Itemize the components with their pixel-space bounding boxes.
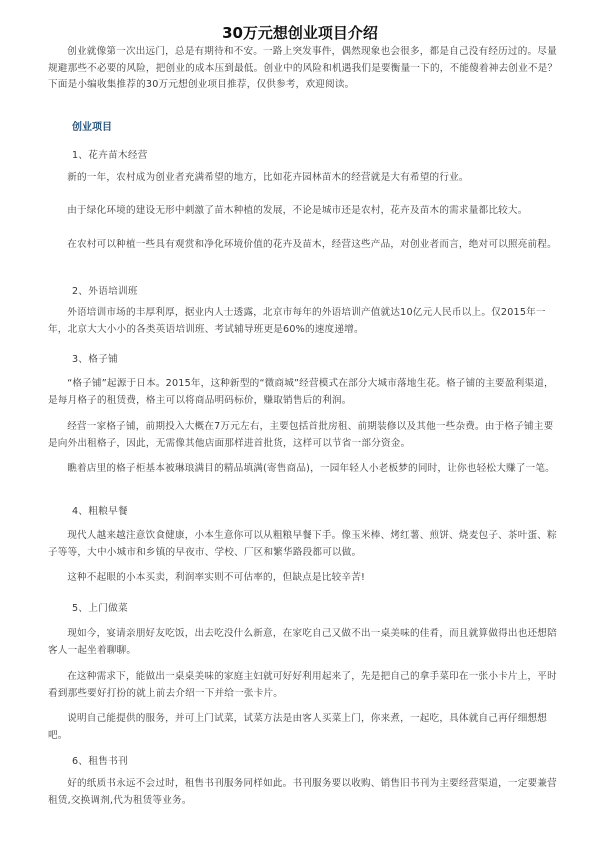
item-paragraph: 经营一家格子铺，前期投入大概在7万元左右，主要包括首批房租、前期装修以及其他一些杂费。由于格子铺主要是向外出租格子，因此，无需像其他店面那样进首批货，这样可以节省一部分资金。 xyxy=(48,421,554,449)
item-heading-grain-breakfast: 4、粗粮早餐 xyxy=(72,506,128,517)
item-paragraph: “格子铺”起源于日本。2015年，这种新型的“微商城”经营模式在部分大城市落地生花。格子铺的主要盈利渠道，是每月格子的租赁费，格主可以将商品明码标价，赚取销售后的利润。 xyxy=(48,378,554,406)
item-paragraph: 现如今，宴请亲朋好友吃饭，出去吃没什么新意，在家吃自己又做不出一桌美味的佳肴，而且就算做得出也还想陪客人一起坐着聊聊。 xyxy=(48,628,557,656)
item-paragraph: 说明自己能提供的服务，并可上门试菜，试菜方法是由客人买菜上门，你来煮，一起吃，具体就自己再仔细想想吧。 xyxy=(48,713,548,741)
item-heading-flowers: 1、花卉苗木经营 xyxy=(72,150,148,161)
item-paragraph: 这种不起眼的小本买卖，利润率实则不可估率的，但缺点是比较辛苦! xyxy=(67,572,366,583)
item-paragraph: 新的一年，农村成为创业者充满希望的地方，比如花卉园林苗木的经营就是大有希望的行业。 xyxy=(67,172,469,183)
item-paragraph: 瞧着店里的格子柜基本被琳琅满目的精品填满(寄售商品)，一园年轻人小老板梦的同时，让你也轻松大赚了一笔。 xyxy=(67,463,555,474)
section-label: 创业项目 xyxy=(72,122,112,133)
item-paragraph: 在农村可以种植一些具有观赏和净化环境价值的花卉及苗木，经营这些产品，对创业者而言，绝对可以照亮前程。 xyxy=(67,239,557,250)
item-paragraph: 由于绿化环境的建设无形中刺激了苗木种植的发展，不论是城市还是农村，花卉及苗木的需求量都比较大。 xyxy=(67,205,528,216)
item-heading-grid-shop: 3、格子铺 xyxy=(72,354,118,365)
item-heading-language-class: 2、外语培训班 xyxy=(72,286,138,297)
intro-paragraph: 创业就像第一次出远门，总是有期待和不安。一路上突发事件，偶然现象也会很多，都是自己没有经历过的。尽量规避那些不必要的风险，把创业的成本压到最低。创业中的风险和机遇我们是要衡量一下的，不能傻着神去创业不是？下面是小编收集推荐的30万元想创业项目推荐，仅供参考，欢迎阅读。 xyxy=(48,46,558,90)
item-paragraph: 好的纸质书永远不会过时，租售书刊服务同样如此。书刊服务要以收购、销售旧书刊为主要经营渠道，一定要兼营租赁,交换调剂,代为租赁等业务。 xyxy=(48,778,557,806)
item-heading-book-rental: 6、租售书刊 xyxy=(72,756,128,767)
item-heading-home-cooking: 5、上门做菜 xyxy=(72,603,128,614)
item-paragraph: 现代人越来越注意饮食健康，小本生意你可以从粗粮早餐下手。像玉米棒、烤红薯、煎饼、烧麦包子、茶叶蛋、粽子等等，大中小城市和乡镇的早夜市、学校、厂区和繁华路段都可以做。 xyxy=(48,530,557,558)
item-paragraph: 外语培训市场的丰厚利厚，据业内人士透露，北京市每年的外语培训产值就达10亿元人民币以上。仅2015年一年，北京大大小小的各类英语培训班、考试辅导班更是60%的速度递增。 xyxy=(48,307,546,335)
item-paragraph: 在这种需求下，能做出一桌桌美味的家庭主妇就可好好利用起来了，先是把自己的拿手菜印在一张小卡片上，平时看到那些要好打扮的就上前去介绍一下并给一张卡片。 xyxy=(48,671,557,699)
page-title: 30万元想创业项目介绍 xyxy=(222,24,378,42)
